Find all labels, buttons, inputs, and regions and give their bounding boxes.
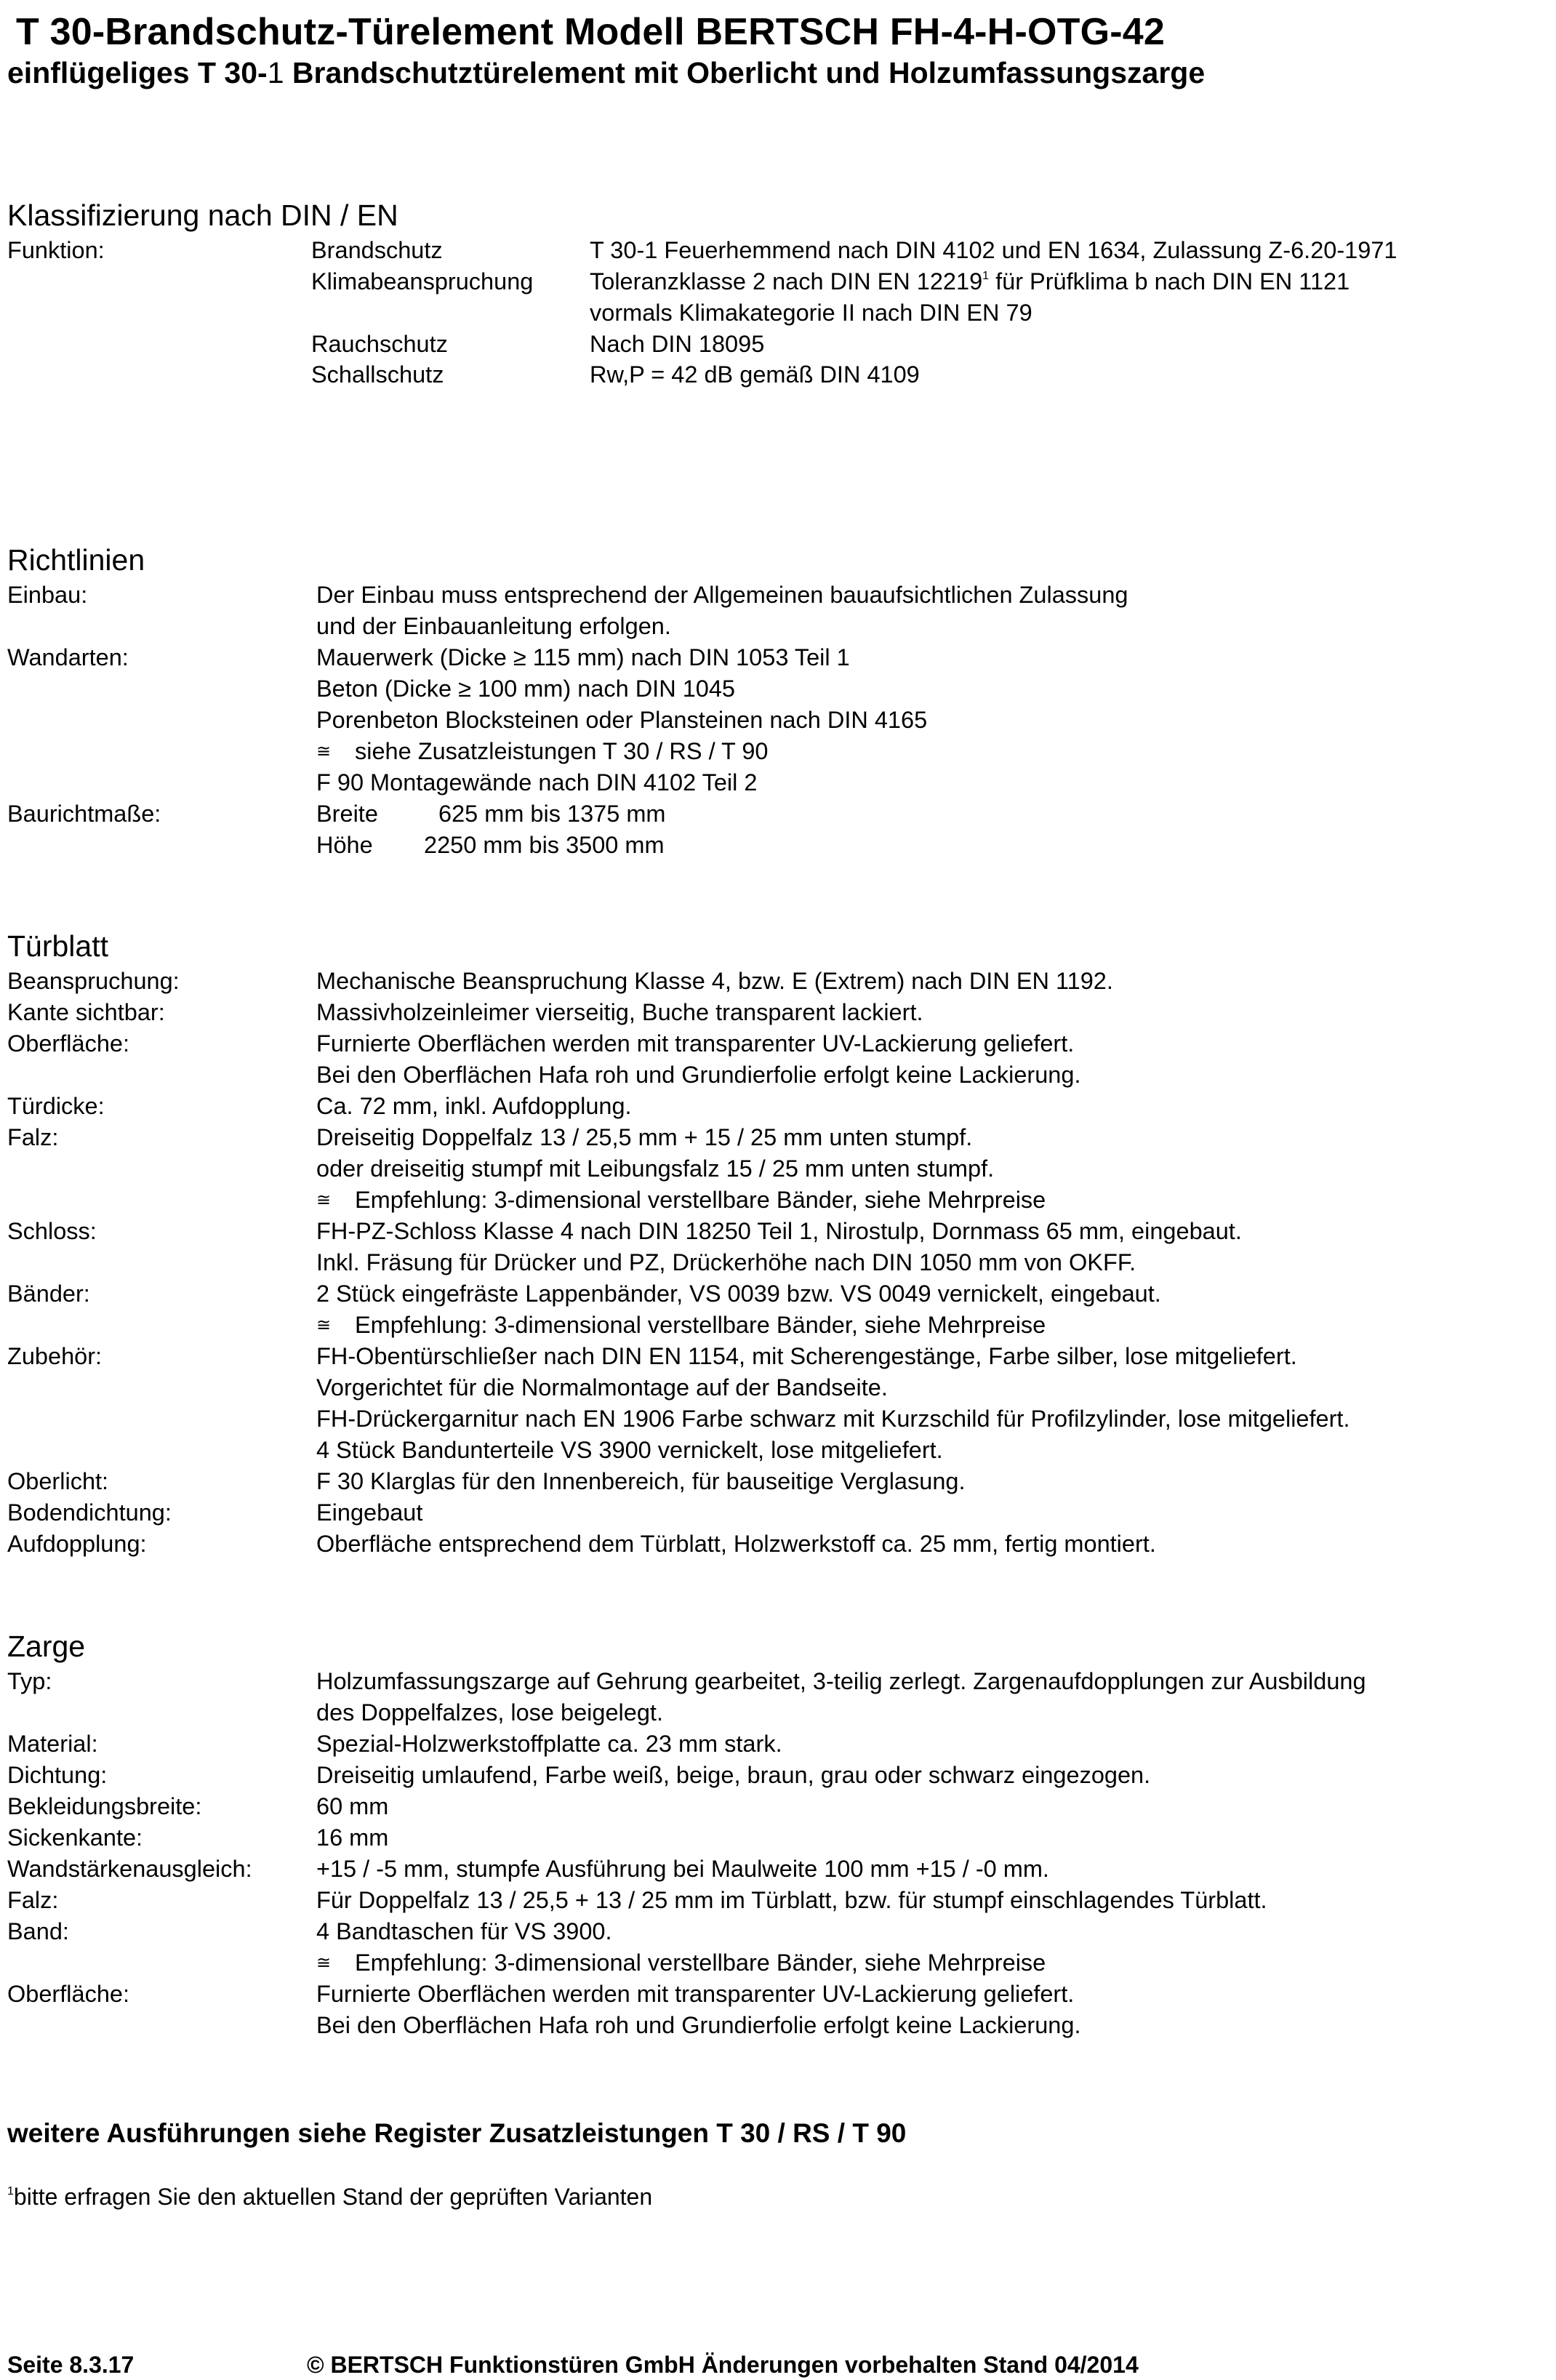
row-label: Material:: [7, 1731, 98, 1757]
row-label: Funktion:: [7, 237, 105, 263]
row-key: Rauchschutz: [311, 331, 448, 357]
row-label: Falz:: [7, 1887, 59, 1913]
approx-equal-icon: ≅: [316, 1953, 332, 1973]
row-value: 60 mm: [316, 1793, 389, 1819]
row-label: Dichtung:: [7, 1762, 108, 1788]
row-value: 4 Bandtaschen für VS 3900.: [316, 1918, 612, 1944]
row-value: siehe Zusatzleistungen T 30 / RS / T 90: [355, 738, 769, 764]
row-value: FH-PZ-Schloss Klasse 4 nach DIN 18250 Teil 1, Nirostulp, Dornmass 65 mm, eingebaut.: [316, 1218, 1242, 1244]
section-heading-richtlinien: Richtlinien: [7, 543, 145, 577]
row-label: Bodendichtung:: [7, 1499, 172, 1526]
row-value: Beton (Dicke ≥ 100 mm) nach DIN 1045: [316, 676, 736, 702]
row-value: F 30 Klarglas für den Innenbereich, für bauseitige Verglasung.: [316, 1468, 966, 1494]
row-label: Oberfläche:: [7, 1981, 130, 2007]
row-value: Vorgerichtet für die Normalmontage auf der Bandseite.: [316, 1374, 888, 1401]
row-value: 4 Stück Bandunterteile VS 3900 vernickelt, lose mitgeliefert.: [316, 1437, 943, 1463]
row-value: Dreiseitig Doppelfalz 13 / 25,5 mm + 15 / 25 mm unten stumpf.: [316, 1124, 973, 1150]
row-value: FH-Drückergarnitur nach EN 1906 Farbe schwarz mit Kurzschild für Profilzylinder, lose mitgeliefert.: [316, 1406, 1350, 1432]
row-label: Bänder:: [7, 1281, 90, 1307]
row-key: Breite: [316, 801, 378, 827]
row-value: 2250 mm bis 3500 mm: [424, 832, 665, 858]
row-value: 2 Stück eingefräste Lappenbänder, VS 0039 bzw. VS 0049 vernickelt, eingebaut.: [316, 1281, 1161, 1307]
row-value: 16 mm: [316, 1824, 389, 1851]
row-key: Brandschutz: [311, 237, 443, 263]
footnote-ref: 1: [982, 270, 990, 282]
row-value: Furnierte Oberflächen werden mit transparenter UV-Lackierung geliefert.: [316, 1030, 1075, 1057]
section-heading-tuerblatt: Türblatt: [7, 929, 108, 963]
approx-equal-icon: ≅: [316, 742, 332, 761]
footnote: [7, 2181, 652, 2212]
row-label: Kante sichtbar:: [7, 999, 165, 1025]
row-value: Holzumfassungszarge auf Gehrung gearbeitet, 3-teilig zerlegt. Zargenaufdopplungen zur Ausbildung: [316, 1668, 1366, 1694]
row-value: oder dreiseitig stumpf mit Leibungsfalz 15 / 25 mm unten stumpf.: [316, 1155, 995, 1182]
row-value: Empfehlung: 3-dimensional verstellbare Bänder, siehe Mehrpreise: [355, 1950, 1046, 1976]
row-label: Wandstärkenausgleich:: [7, 1856, 252, 1882]
row-label: Falz:: [7, 1124, 59, 1150]
row-value: 625 mm bis 1375 mm: [438, 801, 666, 827]
row-value: FH-Obentürschließer nach DIN EN 1154, mit Scherengestänge, Farbe silber, lose mitgeliefert.: [316, 1343, 1297, 1369]
row-label: Aufdopplung:: [7, 1531, 147, 1557]
row-label: Beanspruchung:: [7, 968, 180, 994]
value-text: für Prüfklima b nach DIN EN 1121: [989, 268, 1350, 295]
subtitle-part: Brandschutztürelement mit Oberlicht und Holzumfassungszarge: [284, 56, 1206, 89]
row-label: Sickenkante:: [7, 1824, 143, 1851]
row-label: Oberfläche:: [7, 1030, 130, 1057]
approx-equal-icon: ≅: [316, 1190, 332, 1210]
row-label: Türdicke:: [7, 1093, 105, 1119]
row-value: Für Doppelfalz 13 / 25,5 + 13 / 25 mm im Türblatt, bzw. für stumpf einschlagendes Türblatt.: [316, 1887, 1267, 1913]
copyright-notice: © BERTSCH Funktionstüren GmbH Änderungen vorbehalten Stand 04/2014: [307, 2352, 1139, 2378]
row-value: Der Einbau muss entsprechend der Allgemeinen bauaufsichtlichen Zulassung: [316, 582, 1128, 608]
row-value: T 30-1 Feuerhemmend nach DIN 4102 und EN 1634, Zulassung Z-6.20-1971: [590, 237, 1397, 263]
row-label: Oberlicht:: [7, 1468, 109, 1494]
subtitle-part: einflügeliges T 30-: [7, 56, 268, 89]
row-value: Spezial-Holzwerkstoffplatte ca. 23 mm stark.: [316, 1731, 782, 1757]
row-value: Mechanische Beanspruchung Klasse 4, bzw. E (Extrem) nach DIN EN 1192.: [316, 968, 1113, 994]
row-label: Bekleidungsbreite:: [7, 1793, 202, 1819]
row-value: Inkl. Fräsung für Drücker und PZ, Drückerhöhe nach DIN 1050 mm von OKFF.: [316, 1249, 1136, 1275]
section-heading-klassifizierung: Klassifizierung nach DIN / EN: [7, 199, 398, 232]
row-value: Empfehlung: 3-dimensional verstellbare Bänder, siehe Mehrpreise: [355, 1187, 1046, 1213]
page-number: Seite 8.3.17: [7, 2352, 135, 2378]
row-value: vormals Klimakategorie II nach DIN EN 79: [590, 300, 1032, 326]
row-value: Dreiseitig umlaufend, Farbe weiß, beige, braun, grau oder schwarz eingezogen.: [316, 1762, 1151, 1788]
row-value: Bei den Oberflächen Hafa roh und Grundierfolie erfolgt keine Lackierung.: [316, 2012, 1081, 2038]
row-value: Eingebaut: [316, 1499, 423, 1526]
section-heading-zarge: Zarge: [7, 1630, 86, 1663]
row-label: Zubehör:: [7, 1343, 103, 1369]
footnote-marker: 1: [7, 2185, 14, 2197]
row-value: Nach DIN 18095: [590, 331, 765, 357]
row-value: Furnierte Oberflächen werden mit transparenter UV-Lackierung geliefert.: [316, 1981, 1075, 2007]
row-label: Band:: [7, 1918, 69, 1944]
subtitle-part: 1: [267, 56, 284, 89]
row-value: [590, 266, 1350, 297]
row-value: +15 / -5 mm, stumpfe Ausführung bei Maulweite 100 mm +15 / -0 mm.: [316, 1856, 1049, 1882]
row-label: Baurichtmaße:: [7, 801, 161, 827]
row-key: Schallschutz: [311, 361, 444, 388]
row-label: Typ:: [7, 1668, 52, 1694]
row-value: Bei den Oberflächen Hafa roh und Grundierfolie erfolgt keine Lackierung.: [316, 1062, 1081, 1088]
document-subtitle: [7, 55, 1205, 90]
row-label: Schloss:: [7, 1218, 97, 1244]
additional-options-note: weitere Ausführungen siehe Register Zusatzleistungen T 30 / RS / T 90: [7, 2118, 907, 2148]
footnote-text: bitte erfragen Sie den aktuellen Stand der geprüften Varianten: [13, 2184, 653, 2210]
row-key: Höhe: [316, 832, 373, 858]
row-value: Massivholzeinleimer vierseitig, Buche transparent lackiert.: [316, 999, 923, 1025]
row-value: F 90 Montagewände nach DIN 4102 Teil 2: [316, 769, 758, 796]
row-key: Klimabeanspruchung: [311, 268, 534, 295]
value-text: Toleranzklasse 2 nach DIN EN 12219: [590, 268, 983, 295]
row-value: des Doppelfalzes, lose beigelegt.: [316, 1699, 663, 1726]
row-value: Empfehlung: 3-dimensional verstellbare Bänder, siehe Mehrpreise: [355, 1312, 1046, 1338]
row-value: Oberfläche entsprechend dem Türblatt, Holzwerkstoff ca. 25 mm, fertig montiert.: [316, 1531, 1156, 1557]
row-value: Mauerwerk (Dicke ≥ 115 mm) nach DIN 1053 Teil 1: [316, 644, 850, 670]
document-title: T 30-Brandschutz-Türelement Modell BERTSCH FH-4-H-OTG-42: [16, 11, 1165, 53]
row-label: Wandarten:: [7, 644, 129, 670]
row-label: Einbau:: [7, 582, 88, 608]
row-value: und der Einbauanleitung erfolgen.: [316, 613, 671, 639]
row-value: Rw,P = 42 dB gemäß DIN 4109: [590, 361, 920, 388]
row-value: Porenbeton Blocksteinen oder Plansteinen nach DIN 4165: [316, 707, 928, 733]
approx-equal-icon: ≅: [316, 1315, 332, 1335]
row-value: Ca. 72 mm, inkl. Aufdopplung.: [316, 1093, 632, 1119]
